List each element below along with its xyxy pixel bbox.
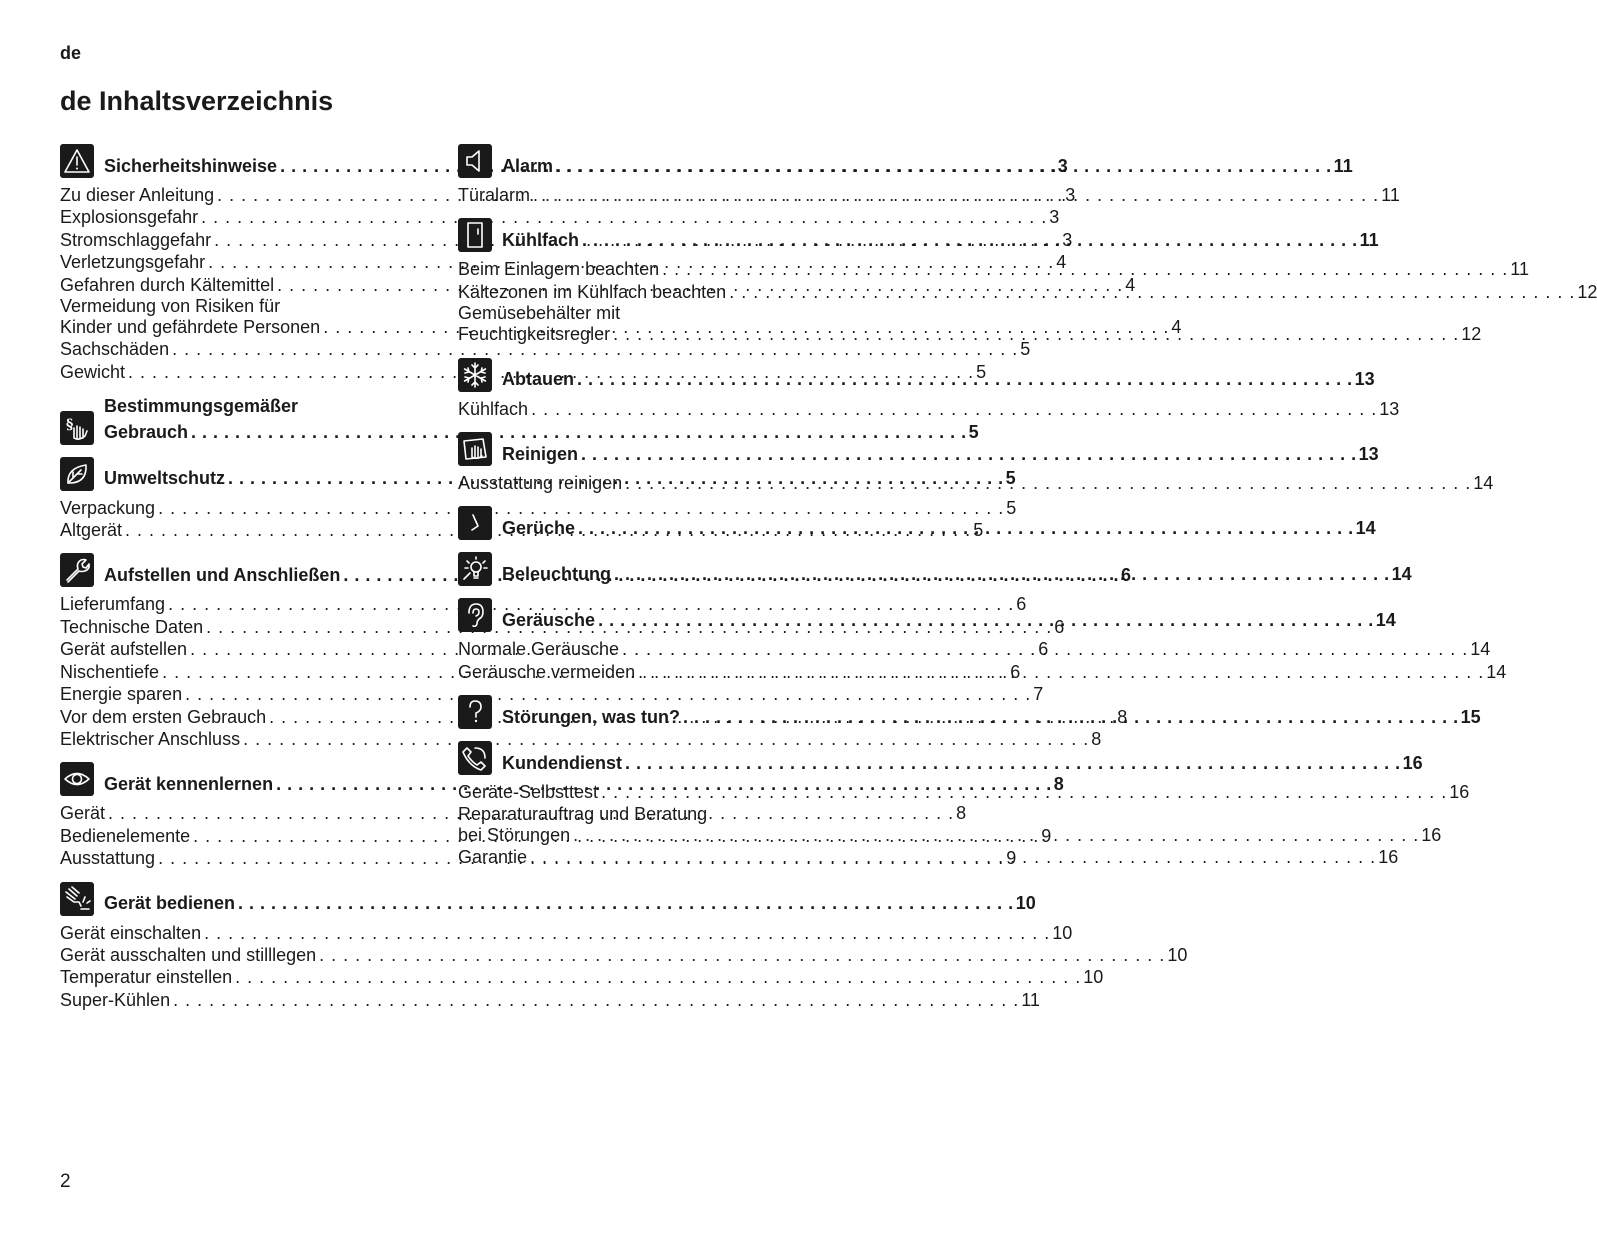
toc-entry[interactable] bbox=[458, 781, 1470, 803]
section-page: 5 bbox=[1005, 468, 1016, 489]
section-heading[interactable] bbox=[458, 432, 1379, 466]
leader-dots bbox=[573, 824, 1419, 846]
entry-page: 3 bbox=[1049, 207, 1060, 228]
entry-label: Geräte-Selbsttest bbox=[458, 782, 599, 803]
entry-label: Feuchtigkeitsregler bbox=[458, 324, 611, 345]
toc-entry[interactable] bbox=[458, 303, 1482, 345]
section-title: Reinigen bbox=[502, 443, 579, 464]
entry-page: 11 bbox=[1381, 185, 1400, 205]
toc-entry[interactable] bbox=[60, 728, 1102, 750]
toc-right-column bbox=[458, 144, 1597, 880]
entry-label: Gerät bbox=[60, 803, 106, 824]
question-icon bbox=[458, 695, 492, 729]
toc-entry[interactable] bbox=[458, 638, 1491, 660]
leaf-icon bbox=[60, 457, 94, 491]
entry-page: 11 bbox=[1021, 989, 1040, 1010]
entry-label-line1: Gemüsebehälter mit bbox=[458, 303, 621, 324]
entry-page: 7 bbox=[1033, 684, 1044, 705]
entry-label: Verletzungsgefahr bbox=[60, 252, 206, 273]
section-page: 13 bbox=[1354, 369, 1375, 390]
entry-label: Ausstattung reinigen bbox=[458, 473, 623, 494]
entry-page: 9 bbox=[1006, 848, 1017, 869]
language-code: de bbox=[60, 43, 82, 63]
entry-page: 9 bbox=[1041, 825, 1052, 846]
leader-dots bbox=[173, 989, 1019, 1011]
entry-page: 3 bbox=[1065, 185, 1076, 205]
toc-entry[interactable] bbox=[60, 593, 1027, 615]
leader-dots bbox=[238, 892, 1014, 914]
entry-page: 6 bbox=[1016, 594, 1027, 615]
entry-page: 14 bbox=[1486, 661, 1507, 682]
leader-dots bbox=[530, 846, 1376, 868]
section-heading[interactable] bbox=[458, 741, 1423, 775]
toc-entry[interactable] bbox=[458, 803, 1442, 846]
leader-dots bbox=[577, 368, 1353, 390]
entry-label: Nischentiefe bbox=[60, 661, 160, 682]
entry-label: Gerät einschalten bbox=[60, 922, 202, 943]
section-title: Abtauen bbox=[502, 369, 574, 390]
wrench-icon bbox=[60, 553, 94, 587]
page-title: de Inhaltsverzeichnis bbox=[60, 86, 334, 116]
entry-page: 14 bbox=[1473, 473, 1494, 494]
entry-label: Kühlfach bbox=[458, 398, 529, 419]
section-page: 8 bbox=[1053, 773, 1064, 794]
section-heading[interactable] bbox=[458, 218, 1379, 252]
section-page: 11 bbox=[1333, 155, 1353, 176]
toc-entry[interactable] bbox=[458, 398, 1400, 420]
section-title: Gebrauch bbox=[104, 422, 189, 443]
section-page: 10 bbox=[1015, 893, 1036, 914]
toc-section bbox=[458, 432, 1494, 494]
section-title: Aufstellen und Anschließen bbox=[104, 565, 341, 586]
toc-entry[interactable] bbox=[60, 497, 1017, 519]
entry-label-line1: Reparaturauftrag und Beratung bbox=[458, 803, 708, 824]
entry-label: Gerät aufstellen bbox=[60, 639, 188, 660]
section-title: Beleuchtung bbox=[502, 564, 612, 585]
toc-entry[interactable] bbox=[60, 966, 1104, 988]
speaker-icon bbox=[458, 144, 492, 178]
leader-dots bbox=[531, 398, 1377, 420]
entry-label: Ausstattung bbox=[60, 848, 156, 869]
entry-label: Garantie bbox=[458, 847, 528, 868]
entry-page: 10 bbox=[1083, 967, 1104, 988]
toc-section bbox=[458, 741, 1470, 868]
section-title: Gerüche bbox=[502, 518, 576, 539]
toc-section bbox=[458, 144, 1400, 206]
section-heading[interactable] bbox=[458, 695, 1481, 729]
cleaning-cloth-icon bbox=[458, 432, 492, 466]
section-title: Alarm bbox=[502, 155, 554, 176]
toc-section bbox=[458, 598, 1507, 683]
entry-page: 10 bbox=[1167, 944, 1188, 965]
section-page: 13 bbox=[1358, 443, 1379, 464]
page-number: 2 bbox=[60, 1171, 71, 1192]
toc-entry[interactable] bbox=[60, 989, 1040, 1011]
section-page: 16 bbox=[1402, 752, 1423, 773]
entry-label: Technische Daten bbox=[60, 616, 204, 637]
leader-dots bbox=[601, 781, 1447, 803]
entry-page: 8 bbox=[1117, 706, 1128, 727]
section-heading[interactable] bbox=[458, 506, 1376, 540]
leader-dots bbox=[204, 922, 1050, 944]
entry-page: 16 bbox=[1449, 782, 1470, 803]
entry-page: 5 bbox=[1020, 339, 1031, 360]
entry-page: 3 bbox=[1062, 229, 1073, 250]
entry-label: Normale Geräusche bbox=[458, 639, 620, 660]
entry-page: 5 bbox=[973, 520, 984, 541]
leader-dots bbox=[613, 323, 1459, 345]
section-title: Umweltschutz bbox=[104, 468, 226, 489]
toc-section bbox=[458, 218, 1597, 345]
entry-page: 12 bbox=[1461, 324, 1482, 345]
toc-entry[interactable] bbox=[458, 184, 1400, 206]
section-heading[interactable] bbox=[458, 144, 1353, 178]
entry-label: Elektrischer Anschluss bbox=[60, 728, 241, 749]
lightbulb-icon bbox=[458, 552, 492, 586]
eye-icon bbox=[60, 762, 94, 796]
entry-label: Kinder und gefährdete Personen bbox=[60, 317, 321, 338]
section-title: Störungen, was tun? bbox=[502, 706, 680, 727]
toc-entry[interactable] bbox=[458, 472, 1494, 494]
section-page: 6 bbox=[1121, 565, 1132, 586]
entry-label: Super-Kühlen bbox=[60, 989, 171, 1010]
section-page: 15 bbox=[1460, 706, 1481, 727]
entry-page: 14 bbox=[1470, 639, 1491, 660]
entry-label: Verpackung bbox=[60, 497, 156, 518]
phone-icon bbox=[458, 741, 492, 775]
entry-label: Explosionsgefahr bbox=[60, 207, 199, 228]
entry-page: 11 bbox=[1510, 259, 1529, 280]
toc-entry[interactable] bbox=[458, 281, 1597, 303]
entry-label: Sachschäden bbox=[60, 339, 170, 360]
toc-section bbox=[60, 882, 1188, 1012]
section-page: 11 bbox=[1359, 230, 1379, 250]
entry-page: 6 bbox=[1054, 616, 1065, 637]
toc-section bbox=[458, 506, 1376, 540]
leader-dots bbox=[614, 563, 1390, 585]
toc-entry[interactable] bbox=[60, 922, 1073, 944]
leader-dots bbox=[581, 443, 1357, 465]
entry-page: 16 bbox=[1378, 847, 1399, 868]
toc-entry[interactable] bbox=[458, 258, 1529, 280]
toc-entry[interactable] bbox=[60, 206, 1060, 228]
entry-page: 6 bbox=[1038, 639, 1049, 660]
hand-press-icon bbox=[60, 882, 94, 916]
entry-page: 4 bbox=[1125, 274, 1136, 295]
section-title: Sicherheitshinweise bbox=[104, 155, 278, 176]
entry-label: Temperatur einstellen bbox=[60, 967, 233, 988]
leader-dots bbox=[662, 258, 1508, 280]
toc-entry[interactable] bbox=[60, 338, 1031, 360]
leader-dots bbox=[638, 661, 1484, 683]
toc-section bbox=[458, 695, 1481, 729]
entry-label: Bedienelemente bbox=[60, 825, 191, 846]
entry-page: 16 bbox=[1421, 824, 1442, 845]
section-heading[interactable] bbox=[60, 882, 1036, 916]
fridge-icon bbox=[458, 218, 492, 252]
entry-label: Stromschlaggefahr bbox=[60, 229, 212, 250]
leader-dots bbox=[556, 155, 1332, 177]
entry-page: 5 bbox=[1006, 497, 1017, 518]
section-page: 5 bbox=[968, 422, 979, 443]
toc-section bbox=[458, 358, 1400, 420]
entry-page: 8 bbox=[1091, 728, 1102, 749]
snowflake-icon bbox=[458, 358, 492, 392]
entry-page: 13 bbox=[1379, 398, 1400, 419]
entry-label-line1: Vermeidung von Risiken für bbox=[60, 296, 281, 317]
leader-dots bbox=[582, 229, 1358, 251]
section-page: 3 bbox=[1057, 155, 1068, 176]
leader-dots bbox=[625, 752, 1401, 774]
entry-page: 8 bbox=[956, 803, 967, 824]
entry-label: Energie sparen bbox=[60, 684, 183, 705]
entry-label: Gerät ausschalten und stilllegen bbox=[60, 944, 317, 965]
section-heading[interactable] bbox=[458, 358, 1375, 392]
toc-entry[interactable] bbox=[458, 846, 1399, 868]
entry-page: 6 bbox=[1010, 661, 1021, 682]
entry-page: 4 bbox=[1171, 317, 1182, 338]
leader-dots bbox=[622, 638, 1468, 660]
leader-dots bbox=[598, 609, 1374, 631]
entry-label: Vor dem ersten Gebrauch bbox=[60, 706, 267, 727]
section-page: 14 bbox=[1375, 610, 1396, 631]
leader-dots bbox=[729, 281, 1575, 303]
section-page: 14 bbox=[1355, 518, 1376, 539]
toc-entry[interactable] bbox=[458, 661, 1507, 683]
section-title-line1: Bestimmungsgemäßer bbox=[104, 396, 299, 417]
entry-label: Geräusche vermeiden bbox=[458, 661, 636, 682]
entry-label: Türalarm bbox=[458, 185, 531, 205]
paragraph-hand-icon bbox=[60, 411, 94, 445]
leader-dots bbox=[235, 966, 1081, 988]
toc-section bbox=[458, 552, 1412, 586]
svg-text:§: § bbox=[66, 416, 74, 433]
entry-label: Kältezonen im Kühlfach beachten bbox=[458, 281, 727, 302]
entry-label: Beim Einlagern beachten bbox=[458, 259, 660, 280]
entry-label: Zu dieser Anleitung bbox=[60, 185, 215, 205]
section-title: Kühlfach bbox=[502, 230, 580, 250]
entry-label: Gewicht bbox=[60, 361, 126, 382]
entry-page: 12 bbox=[1577, 281, 1597, 302]
leader-dots bbox=[625, 472, 1471, 494]
section-heading[interactable] bbox=[458, 552, 1412, 586]
ear-icon bbox=[458, 598, 492, 632]
entry-page: 10 bbox=[1052, 922, 1073, 943]
entry-page: 5 bbox=[976, 361, 987, 382]
leader-dots bbox=[683, 706, 1459, 728]
toc-entry[interactable] bbox=[60, 683, 1044, 705]
entry-label: Altgerät bbox=[60, 520, 123, 541]
entry-label: bei Störungen bbox=[458, 824, 571, 845]
leader-dots bbox=[578, 517, 1354, 539]
section-title: Geräusche bbox=[502, 610, 596, 631]
nose-icon bbox=[458, 506, 492, 540]
warning-icon bbox=[60, 144, 94, 178]
section-title: Gerät bedienen bbox=[104, 893, 236, 914]
leader-dots bbox=[533, 184, 1379, 206]
section-title: Gerät kennenlernen bbox=[104, 773, 274, 794]
toc-entry[interactable] bbox=[60, 944, 1188, 966]
entry-page: 4 bbox=[1056, 252, 1067, 273]
section-title: Kundendienst bbox=[502, 752, 622, 773]
entry-label: Lieferumfang bbox=[60, 594, 166, 615]
leader-dots bbox=[319, 944, 1165, 966]
entry-label: Gefahren durch Kältemittel bbox=[60, 274, 275, 295]
section-heading[interactable] bbox=[458, 598, 1396, 632]
section-page: 14 bbox=[1391, 564, 1412, 585]
